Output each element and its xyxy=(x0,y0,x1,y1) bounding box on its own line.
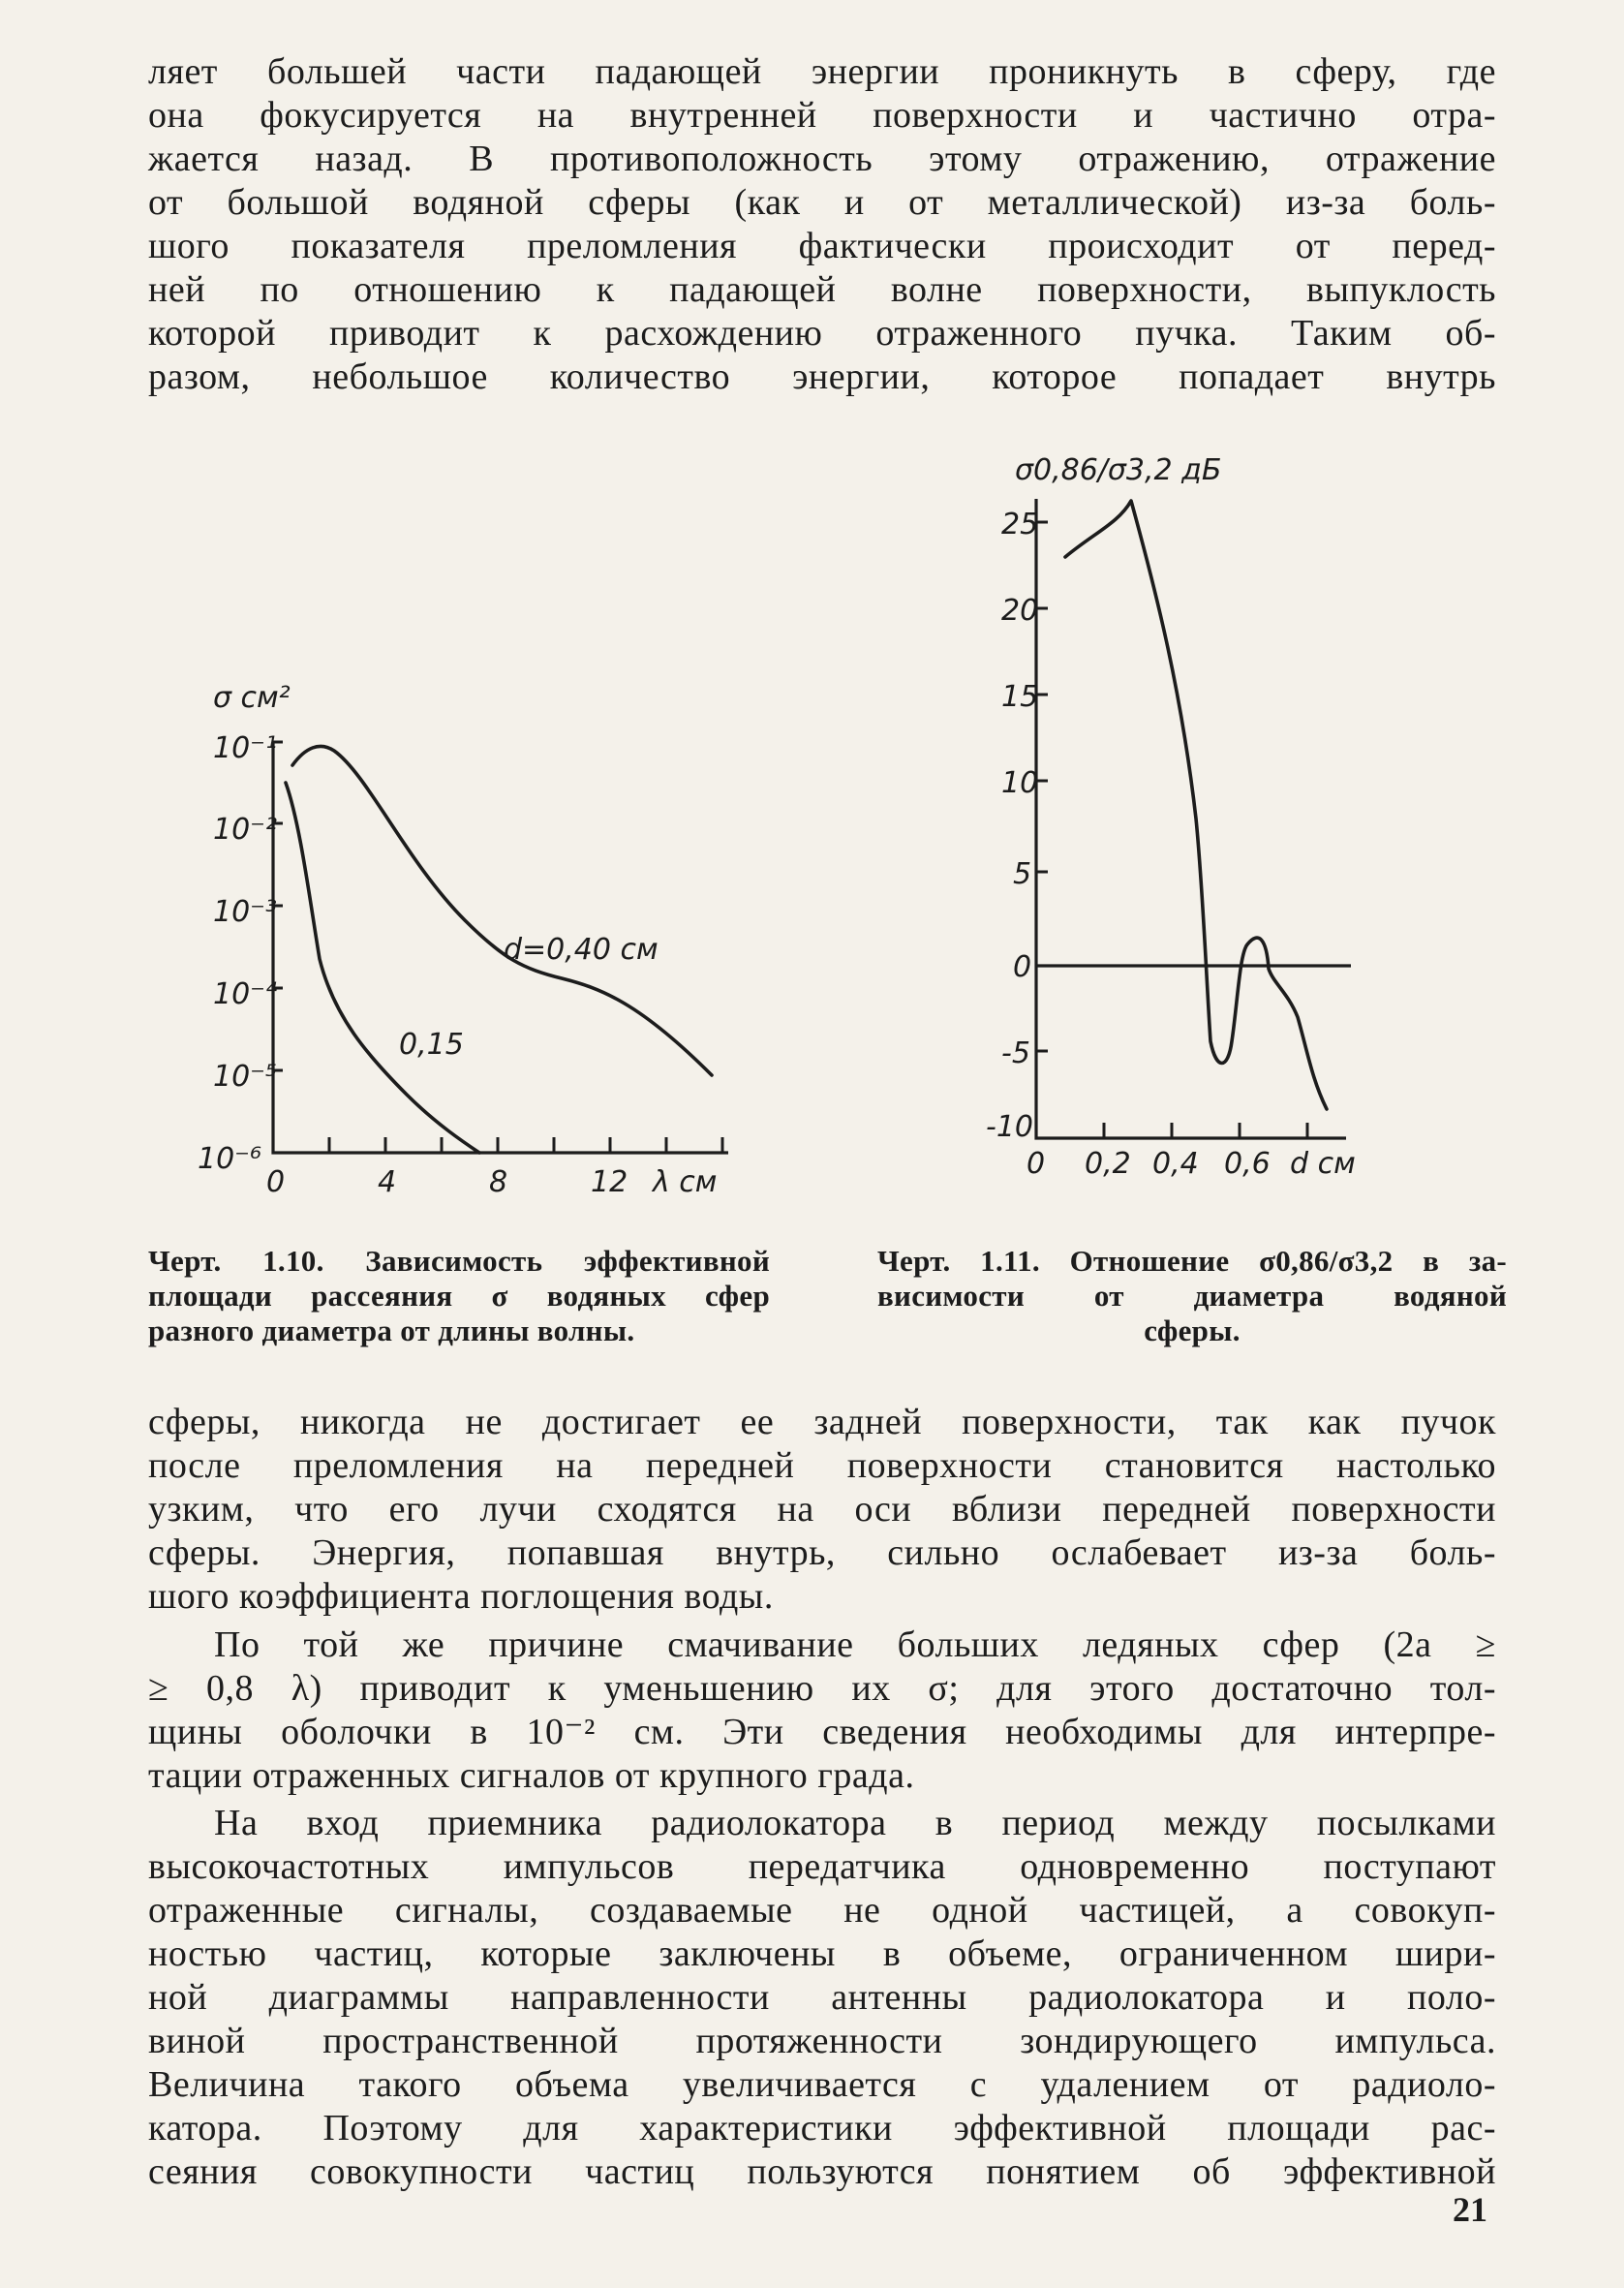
text-line: Величина такого объема увеличивается с удалением от радиоло- xyxy=(148,2064,1496,2105)
text-line: жается назад. В противоположность этому отражению, отражение xyxy=(148,139,1496,179)
text-line: узким, что его лучи сходятся на оси вблизи передней поверхности xyxy=(148,1489,1496,1530)
x-tick-label: 12 xyxy=(591,1165,628,1199)
y-tick-label: 10⁻⁵ xyxy=(213,1060,278,1094)
y-tick-label: 0 xyxy=(1013,950,1032,984)
x-tick-label: 8 xyxy=(489,1165,508,1199)
text-line: шого коэффициента поглощения воды. xyxy=(148,1576,774,1617)
y-tick-label: 10⁻¹ xyxy=(213,731,278,765)
ratio-curve xyxy=(1065,501,1327,1109)
x-tick-label: 0,4 xyxy=(1152,1147,1199,1181)
x-tick-label: 4 xyxy=(378,1165,397,1199)
y-axis-label: σ0,86/σ3,2 дБ xyxy=(1015,453,1222,487)
text-line: ностью частиц, которые заключены в объеме, ограниченном шири- xyxy=(148,1933,1496,1974)
text-line: тации отраженных сигналов от крупного града. xyxy=(148,1755,915,1796)
text-line: ной диаграммы направленности антенны радиолокатора и поло- xyxy=(148,1977,1496,2018)
x-tick-label: 0,6 xyxy=(1224,1147,1271,1181)
text-line: отраженные сигналы, создаваемые не одной частицей, а совокуп- xyxy=(148,1890,1496,1931)
y-tick-label: 5 xyxy=(1013,857,1032,891)
caption-line: сферы. xyxy=(1144,1314,1241,1347)
figure-1-10 xyxy=(174,668,755,1211)
axes xyxy=(1036,499,1346,1138)
curve-label-015: 0,15 xyxy=(399,1028,464,1062)
text-line: ляет большей части падающей энергии проникнуть в сферу, где xyxy=(148,51,1496,92)
body-paragraph-1 xyxy=(148,1401,1496,1619)
text-line: ≥ 0,8 λ) приводит к уменьшению их σ; для этого достаточно тол- xyxy=(148,1668,1496,1709)
figure-1-10-plot xyxy=(174,668,755,1211)
text-line: сеяния совокупности частиц пользуются понятием об эффективной xyxy=(148,2151,1496,2192)
figure-1-11-caption xyxy=(877,1244,1507,1348)
figure-1-11-plot xyxy=(978,441,1424,1181)
figure-1-11 xyxy=(978,441,1424,1181)
text-line: разом, небольшое количество энергии, которое попадает внутрь xyxy=(148,356,1496,397)
curve-d-040 xyxy=(292,746,712,1075)
figure-1-10-caption xyxy=(148,1244,770,1348)
x-axis-label: d см xyxy=(1290,1147,1356,1181)
curve-d-015 xyxy=(286,783,479,1153)
text-line: По той же причине смачивание больших ледяных сфер (2a ≥ xyxy=(214,1624,1496,1665)
y-tick-label: 20 xyxy=(1001,594,1039,628)
x-tick-label: 0 xyxy=(1026,1147,1046,1181)
body-paragraph-3 xyxy=(148,1802,1496,2194)
caption-line: разного диаметра от длины волны. xyxy=(148,1314,635,1347)
caption-line: Черт. 1.11. Отношение σ0,86/σ3,2 в за- xyxy=(877,1244,1507,1278)
text-line: высокочастотных импульсов передатчика одновременно поступают xyxy=(148,1846,1496,1887)
y-tick-label: 25 xyxy=(1001,508,1039,541)
y-tick-label: 10 xyxy=(1001,766,1039,800)
text-line: сферы, никогда не достигает ее задней поверхности, так как пучок xyxy=(148,1402,1496,1442)
y-tick-label: 10⁻⁴ xyxy=(213,977,278,1011)
top-paragraph xyxy=(148,50,1496,399)
axes xyxy=(273,742,728,1153)
text-line: На вход приемника радиолокатора в период между посылками xyxy=(214,1803,1496,1843)
text-line: ней по отношению к падающей волне поверхности, выпуклость xyxy=(148,269,1496,310)
curve-label-040: d=0,40 см xyxy=(504,933,659,967)
x-axis-label: λ см xyxy=(653,1165,718,1199)
text-line: виной пространственной протяженности зондирующего импульса. xyxy=(148,2021,1496,2061)
y-tick-label: 15 xyxy=(1001,680,1039,714)
text-line: от большой водяной сферы (как и от металлической) из-за боль- xyxy=(148,182,1496,223)
text-line: после преломления на передней поверхности становится настолько xyxy=(148,1445,1496,1486)
caption-line: Черт. 1.10. Зависимость эффективной xyxy=(148,1244,770,1278)
y-tick-label: -5 xyxy=(1001,1036,1030,1070)
text-line: сферы. Энергия, попавшая внутрь, сильно ослабевает из-за боль- xyxy=(148,1532,1496,1573)
x-tick-label: 0,2 xyxy=(1085,1147,1131,1181)
text-line: она фокусируется на внутренней поверхности и частично отра- xyxy=(148,95,1496,136)
y-tick-label: -10 xyxy=(986,1110,1033,1144)
caption-line: площади рассеяния σ водяных сфер xyxy=(148,1279,770,1313)
x-tick-label: 0 xyxy=(266,1165,286,1199)
page-number: 21 xyxy=(1453,2190,1487,2229)
caption-line: висимости от диаметра водяной xyxy=(877,1279,1507,1313)
text-line: катора. Поэтому для характеристики эффективной площади рас- xyxy=(148,2108,1496,2149)
text-line: которой приводит к расхождению отраженного пучка. Таким об- xyxy=(148,313,1496,354)
text-line: шого показателя преломления фактически происходит от перед- xyxy=(148,226,1496,266)
y-tick-label: 10⁻⁶ xyxy=(198,1142,262,1176)
y-axis-label: σ см² xyxy=(213,681,291,715)
y-tick-label: 10⁻³ xyxy=(213,895,278,929)
y-tick-label: 10⁻² xyxy=(213,813,278,847)
body-paragraph-2 xyxy=(148,1623,1496,1798)
text-line: щины оболочки в 10⁻² см. Эти сведения необходимы для интерпре- xyxy=(148,1712,1496,1752)
